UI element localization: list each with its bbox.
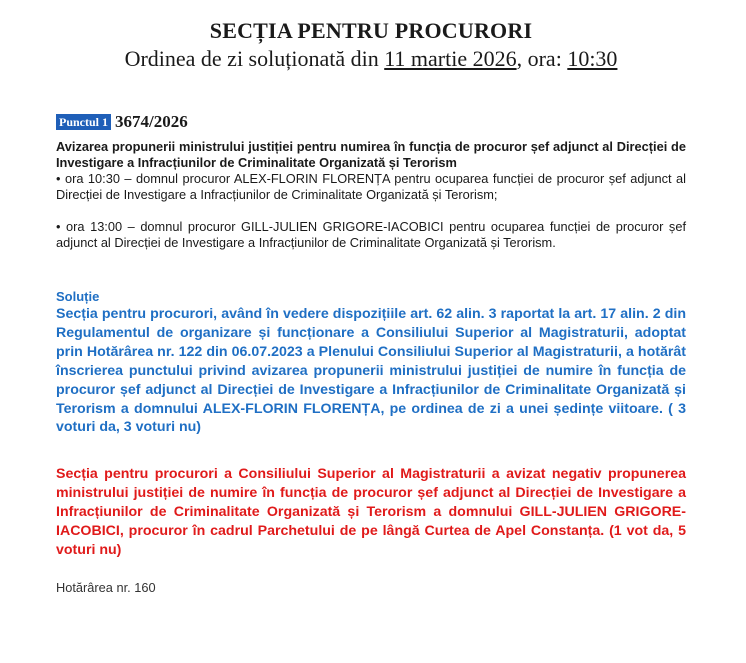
subtitle-prefix: Ordinea de zi soluționată din <box>124 46 385 71</box>
agenda-item-1: • ora 10:30 – domnul procuror ALEX-FLORIN FLORENȚA pentru ocuparea funcției de procuror șef adjunct al Direcției de Investigare a Infracțiunilor de Criminalitate Organizată și Terorism; <box>56 171 686 202</box>
point-tag: Punctul 1 <box>56 114 111 130</box>
solution-text: Secția pentru procurori, având în vedere dispozițiile art. 62 alin. 3 raportat la art. 17 alin. 2 din Regulamentul de organizare și funcționare a Consiliului Superior al Magistraturii, adoptat prin Hotărârea nr. 122 din 06.07.2023 a Plenului Consiliului Superior al Magistraturii, a hotărât înscrierea punctului privind avizarea propunerii ministrului justiției de numire în funcția de procuror șef adjunct al Direcției de Investigare a Infracțiunilor de Criminalitate Organizată și Terorism a domnului ALEX-FLORIN FLORENȚA, pe ordinea de zi a unei ședințe viitoare. ( 3 voturi da, 3 voturi nu) <box>56 306 686 436</box>
agenda-item-2: • ora 13:00 – domnul procuror GILL-JULIEN GRIGORE-IACOBICI pentru ocuparea funcției de procuror șef adjunct al Direcției de Investigare a Infracțiunilor de Criminalitate Organizată și Terorism. <box>56 219 686 250</box>
agenda-title: Avizarea propunerii ministrului justiției pentru numirea în funcția de procuror șef adjunct al Direcției de Investigare a Infracțiunilor de Criminalitate Organizată și Terorism <box>56 139 686 170</box>
solution-block <box>56 289 686 437</box>
point-header <box>56 112 686 132</box>
session-time: 10:30 <box>567 46 618 71</box>
agenda-subtitle <box>56 46 686 72</box>
session-date: 11 martie 2026 <box>384 46 517 71</box>
ruling-number: Hotărârea nr. 160 <box>56 579 156 595</box>
decision-text: Secția pentru procurori a Consiliului Superior al Magistraturii a avizat negativ propunerea ministrului justiției de numire în funcția de procuror șef adjunct al Direcției de Investigare a Infracțiunilor de Criminalitate Organizată și Terorism a domnului GILL-JULIEN GRIGORE-IACOBICI, procuror în cadrul Parchetului de pe lângă Curtea de Apel Constanța. (1 vot da, 5 voturi nu) <box>56 466 686 558</box>
agenda-section <box>56 139 686 251</box>
point-number: 3674/2026 <box>115 112 188 131</box>
page-title: SECȚIA PENTRU PROCURORI <box>209 18 533 43</box>
subtitle-middle: , ora: <box>516 46 568 71</box>
solution-label: Soluție <box>56 289 100 304</box>
